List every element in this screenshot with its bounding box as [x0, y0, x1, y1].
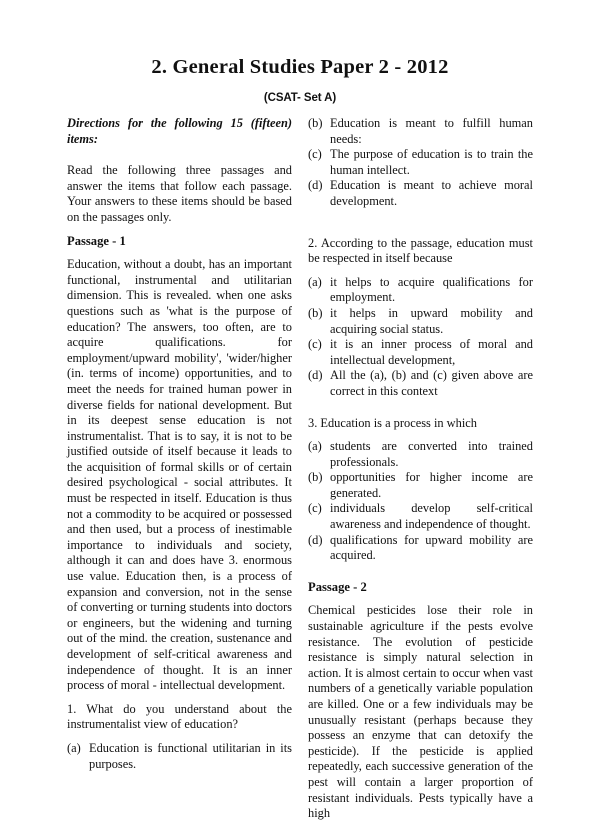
option-text: students are converted into trained professionals.	[330, 439, 533, 469]
spacer	[308, 267, 533, 275]
option-text: opportunities for higher income are generated.	[330, 470, 533, 500]
option-text: Education is meant to achieve moral development.	[330, 178, 533, 208]
option-label: (b)	[308, 116, 323, 130]
option-text: it is an inner process of moral and intellectual development,	[330, 337, 533, 367]
passage-1-heading: Passage - 1	[67, 233, 126, 248]
spacer	[308, 564, 533, 580]
passage-2-heading: Passage - 2	[308, 579, 367, 594]
option-text: Education is functional utilitarian in its purposes.	[89, 740, 292, 771]
option-item[interactable]	[308, 178, 533, 209]
spacer	[67, 733, 292, 741]
option-text: The purpose of education is to train the human intellect.	[330, 147, 533, 177]
option-item[interactable]	[308, 116, 533, 147]
option-item[interactable]	[308, 439, 533, 470]
option-text: individuals develop self-critical awareness and independence of thought.	[330, 501, 533, 532]
spacer	[308, 431, 533, 439]
spacer	[308, 595, 533, 603]
option-label: (b)	[308, 305, 323, 320]
passage-1-text: Education, without a doubt, has an important functional, instrumental and utilitarian dimension. This is revealed. when one asks questions such as 'what is the purpose of education? The answers, too often, are to acquire qualifications. for employment/upward mobility', 'wider/higher (in. terms of income) opportunities, and to meet the needs for trained human power in diverse fields for national development. But in its deepest sense education is not instrumentalist. That is to say, it is not to be justified outside of itself because it leads to the acquisition of formal skills or of certain desired psychological - social attributes. It must be respected in itself. Education is thus not a commodity to be acquired or possessed and then used, but a process of inestimable importance to individuals and society, although it can and does have 3. enormous use value. Education then, is a process of expansion and conversion, not in the sense of converting or turning students into doctors or engineers, but the widening and turning out of the mind. the creation, sustenance and development of self-critical awareness and independence of thought. It is an inner process of moral - intellectual development.	[67, 257, 292, 693]
passage-2-text: Chemical pesticides lose their role in sustainable agriculture if the pests evolve resistance. The evolution of pesticide resistance is simply natural selection in action. It is almost certain to occur when vast numbers of a genetically variable population are killed. One or a few individuals may be unusually resistant (perhaps because they possess an enzyme that can detoxify the pesticide). If the pesticide is applied repeatedly, each successive generation of the pest will contain a larger proportion of resistant individuals. Pests typically have a high	[308, 603, 533, 821]
option-item[interactable]	[308, 368, 533, 399]
option-label: (d)	[308, 532, 323, 547]
option-item[interactable]	[308, 147, 533, 178]
spacer	[67, 694, 292, 702]
option-text: All the (a), (b) and (c) given above are correct in this context	[330, 368, 533, 398]
option-item[interactable]	[308, 306, 533, 337]
option-item[interactable]	[308, 275, 533, 306]
option-label: (d)	[308, 178, 323, 193]
option-label: (c)	[308, 337, 322, 352]
option-text: it helps in upward mobility and acquiring social status.	[330, 305, 533, 336]
right-column	[308, 116, 533, 822]
option-label: (c)	[308, 147, 322, 162]
option-item[interactable]	[308, 533, 533, 564]
page-subtitle: (CSAT- Set A)	[263, 91, 337, 104]
question-2-options	[308, 275, 533, 400]
question-3-text: 3. Education is a process in which	[308, 415, 477, 430]
spacer	[67, 147, 292, 163]
option-text: it helps to acquire qualifications for employment.	[330, 274, 533, 305]
option-item[interactable]	[67, 741, 292, 772]
option-label: (a)	[308, 274, 322, 289]
question-1-text: 1. What do you understand about the instrumentalist view of education?	[67, 701, 292, 732]
option-label: (a)	[308, 439, 322, 454]
spacer	[67, 226, 292, 234]
option-text: qualifications for upward mobility are acquired.	[330, 532, 533, 563]
spacer	[308, 400, 533, 416]
directions-heading: Directions for the following 15 (fifteen) items:	[67, 116, 292, 146]
option-label: (a)	[67, 740, 81, 755]
option-item[interactable]	[308, 337, 533, 368]
question-1-options-continued	[308, 116, 533, 210]
question-1-options	[67, 741, 292, 772]
option-label: (d)	[308, 368, 323, 383]
page-title: 2. General Studies Paper 2 - 2012	[151, 56, 449, 78]
question-2-text: 2. According to the passage, education must be respected in itself because	[308, 235, 533, 266]
spacer	[308, 210, 533, 236]
option-item[interactable]	[308, 501, 533, 532]
option-item[interactable]	[308, 470, 533, 501]
option-label: (b)	[308, 470, 323, 485]
option-label: (c)	[308, 501, 322, 516]
spacer	[67, 249, 292, 257]
left-column	[67, 116, 292, 822]
option-text: Education is meant to fulfill human needs:	[330, 116, 533, 146]
two-column-body	[67, 116, 533, 822]
instructions-paragraph: Read the following three passages and answer the items that follow each passage. Your answers to these items should be based on the passages only.	[67, 163, 292, 224]
question-3-options	[308, 439, 533, 564]
